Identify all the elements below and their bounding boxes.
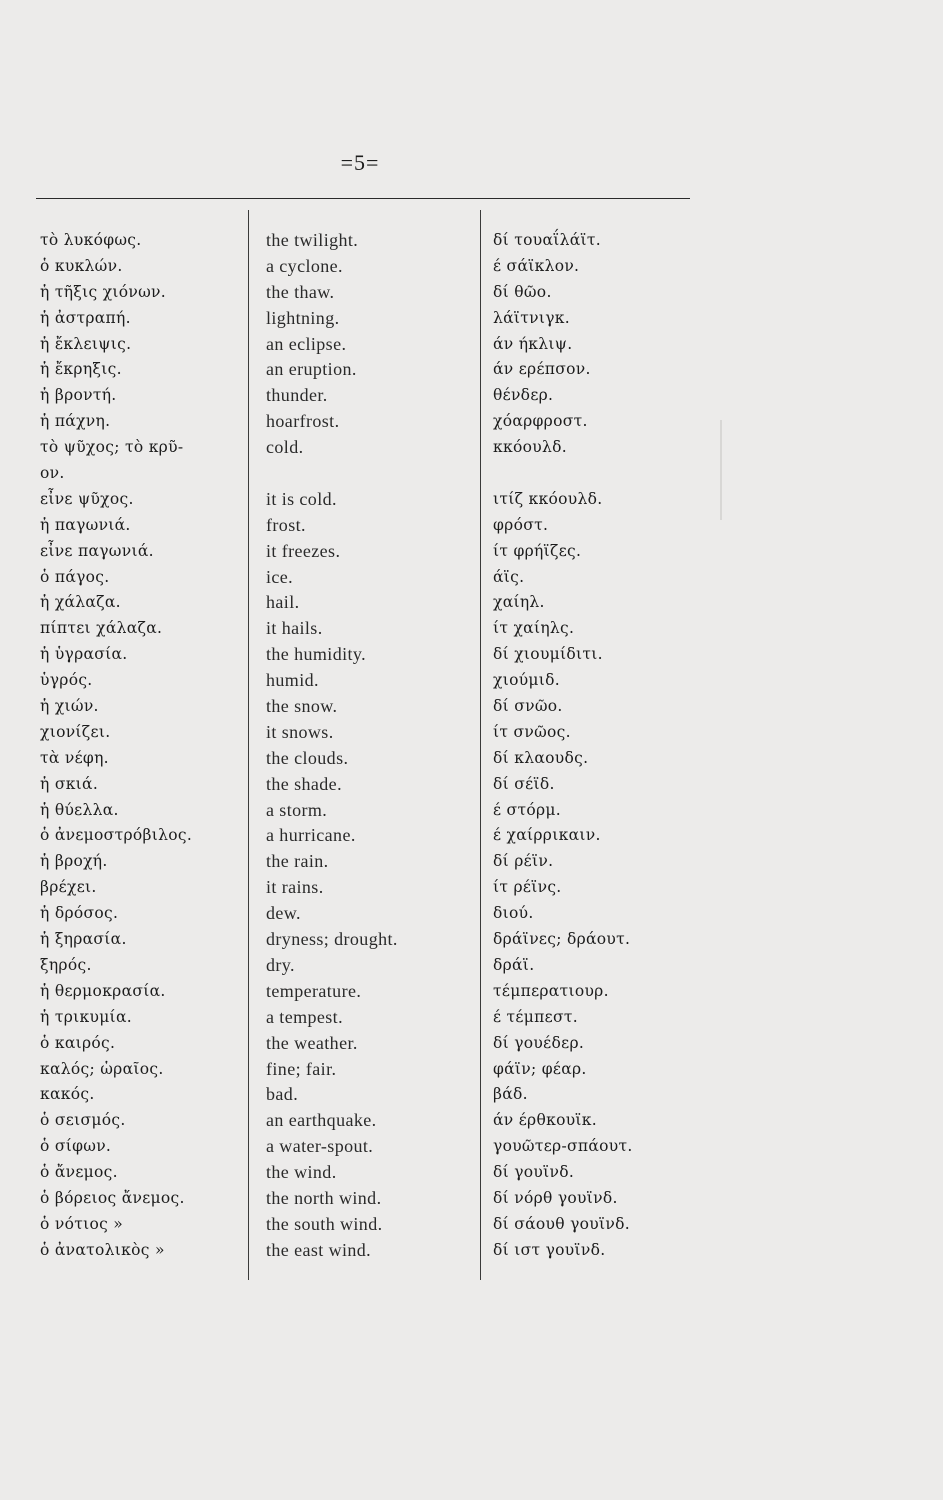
greek-term: ὁ ἀνατολικὸς » bbox=[40, 1240, 165, 1259]
pronunciation-term: άν έρθκουϊκ. bbox=[493, 1111, 598, 1130]
english-term: it snows. bbox=[266, 721, 334, 742]
pronunciation-term: έ σάϊκλον. bbox=[493, 256, 580, 275]
pronunciation-term bbox=[493, 461, 633, 487]
pronunciation-term: δί χιουμίδιτι. bbox=[493, 645, 603, 664]
greek-term: ξηρός. bbox=[40, 955, 92, 974]
greek-term: ἡ ἔκρηξις. bbox=[40, 360, 122, 379]
english-term: the wind. bbox=[266, 1162, 337, 1183]
greek-term: ὁ ἄνεμος. bbox=[40, 1163, 118, 1182]
pronunciation-term: κκόουλδ. bbox=[493, 438, 567, 457]
pronunciation-term: ίτ φρήϊζες. bbox=[493, 541, 582, 560]
english-term: the humidity. bbox=[266, 644, 367, 665]
greek-term: ἡ βροντή. bbox=[40, 386, 117, 405]
greek-term: ἡ θερμοκρασία. bbox=[40, 981, 166, 1000]
english-term: the twilight. bbox=[266, 230, 359, 250]
greek-term: ὁ πάγος. bbox=[40, 567, 110, 586]
pronunciation-term: ιτίζ κκόουλδ. bbox=[493, 489, 603, 508]
greek-term: τὸ λυκόφως. bbox=[40, 231, 142, 249]
pronunciation-term: άν ερέπσον. bbox=[493, 360, 591, 379]
english-term: a storm. bbox=[266, 799, 328, 820]
greek-term: ἡ θύελλα. bbox=[40, 800, 119, 819]
pronunciation-term: τέμπερατιουρ. bbox=[493, 981, 609, 1000]
page-margin-mark bbox=[720, 420, 722, 520]
greek-term: ὑγρός. bbox=[40, 671, 93, 690]
english-term: the south wind. bbox=[266, 1213, 383, 1234]
pronunciation-term: φρόστ. bbox=[493, 515, 549, 534]
pronunciation-term: βάδ. bbox=[493, 1085, 528, 1104]
greek-term: εἶνε παγωνιά. bbox=[40, 541, 154, 560]
greek-term: ον. bbox=[40, 464, 65, 483]
english-term: hail. bbox=[266, 592, 300, 613]
greek-term: ἡ πάχνη. bbox=[40, 412, 111, 431]
greek-term: ἡ παγωνιά. bbox=[40, 515, 131, 534]
english-term: the thaw. bbox=[266, 281, 335, 302]
pronunciation-term: ίτ σνῶος. bbox=[493, 722, 571, 741]
greek-term: ἡ ἔκλειψις. bbox=[40, 334, 132, 353]
greek-term: ὁ σεισμός. bbox=[40, 1111, 126, 1130]
greek-term: πίπτει χάλαζα. bbox=[40, 619, 163, 638]
header-rule bbox=[36, 198, 690, 199]
english-term: dryness; drought. bbox=[266, 929, 398, 950]
pronunciation-term: δί κλαουδς. bbox=[493, 748, 589, 767]
english-term: the rain. bbox=[266, 851, 329, 872]
column-divider-2 bbox=[480, 210, 481, 1280]
greek-term: ἡ χιών. bbox=[40, 697, 99, 716]
greek-term: καλός; ὡραῖος. bbox=[40, 1059, 164, 1078]
english-term: an earthquake. bbox=[266, 1110, 377, 1131]
pronunciation-term: δί νόρθ γουϊνδ. bbox=[493, 1188, 618, 1207]
greek-term: ὁ ἀνεμοστρόβιλος. bbox=[40, 826, 193, 845]
pronunciation-term: δί ιστ γουϊνδ. bbox=[493, 1240, 606, 1259]
greek-term: ἡ τρικυμία. bbox=[40, 1007, 132, 1026]
pronunciation-column bbox=[493, 228, 633, 1264]
greek-term: ἡ χάλαζα. bbox=[40, 593, 121, 612]
greek-term: ἡ ἀστραπή. bbox=[40, 308, 131, 327]
greek-term: ὁ κυκλών. bbox=[40, 256, 123, 275]
english-term: it freezes. bbox=[266, 540, 341, 561]
pronunciation-term: φάϊν; φέαρ. bbox=[493, 1059, 587, 1078]
pronunciation-term: δί σνῶο. bbox=[493, 697, 563, 716]
english-term: bad. bbox=[266, 1084, 299, 1105]
greek-term: ἡ ξηρασία. bbox=[40, 930, 127, 949]
greek-term: ἡ σκιά. bbox=[40, 774, 99, 793]
english-term: it rains. bbox=[266, 877, 324, 898]
greek-term: χιονίζει. bbox=[40, 722, 111, 741]
english-term: an eruption. bbox=[266, 359, 357, 380]
english-term: the snow. bbox=[266, 696, 338, 717]
pronunciation-term: άν ήκλιψ. bbox=[493, 334, 573, 353]
english-term: cold. bbox=[266, 437, 304, 458]
english-term: it is cold. bbox=[266, 488, 337, 509]
pronunciation-term: θένδερ. bbox=[493, 386, 554, 405]
english-term: humid. bbox=[266, 670, 319, 691]
english-term: ice. bbox=[266, 566, 294, 587]
english-term: lightning. bbox=[266, 307, 340, 328]
pronunciation-term: δί σέϊδ. bbox=[493, 774, 555, 793]
english-term: the clouds. bbox=[266, 747, 349, 768]
greek-term: ἡ τῆξις χιόνων. bbox=[40, 282, 167, 301]
pronunciation-term: δί γουϊνδ. bbox=[493, 1163, 575, 1182]
greek-term: τὸ ψῦχος; τὸ κρῦ- bbox=[40, 438, 184, 457]
pronunciation-term: λάϊτνιγκ. bbox=[493, 308, 571, 327]
english-term: hoarfrost. bbox=[266, 411, 340, 432]
english-term: dry. bbox=[266, 954, 295, 975]
english-term: the shade. bbox=[266, 773, 342, 794]
pronunciation-term: δράϊ. bbox=[493, 955, 535, 974]
greek-column bbox=[40, 228, 192, 1264]
pronunciation-term: χαίηλ. bbox=[493, 593, 545, 612]
pronunciation-term: έ τέμπεστ. bbox=[493, 1007, 578, 1026]
pronunciation-term: έ χαίρρικαιν. bbox=[493, 826, 601, 845]
greek-term: ἡ δρόσος. bbox=[40, 904, 119, 923]
greek-term: ἡ ὑγρασία. bbox=[40, 645, 128, 664]
english-term: a hurricane. bbox=[266, 825, 356, 846]
greek-term: ἡ βροχή. bbox=[40, 852, 108, 871]
page-number: =5= bbox=[340, 150, 380, 175]
greek-term: ὁ νότιος » bbox=[40, 1214, 124, 1233]
english-column bbox=[266, 228, 398, 1264]
greek-term: ὁ καιρός. bbox=[40, 1033, 116, 1052]
pronunciation-term: χόαρφροστ. bbox=[493, 412, 588, 431]
greek-term: βρέχει. bbox=[40, 878, 97, 897]
greek-term: τὰ νέφη. bbox=[40, 748, 109, 767]
pronunciation-term: διού. bbox=[493, 904, 534, 923]
english-term: a cyclone. bbox=[266, 255, 343, 276]
english-term: temperature. bbox=[266, 980, 362, 1001]
english-term: the east wind. bbox=[266, 1239, 372, 1260]
pronunciation-term: ίτ ρέϊνς. bbox=[493, 878, 562, 897]
pronunciation-term: δί τουαΐλάϊτ. bbox=[493, 231, 601, 249]
english-term bbox=[266, 461, 398, 487]
pronunciation-term: δράϊνες; δράουτ. bbox=[493, 930, 631, 949]
pronunciation-term: ίτ χαίηλς. bbox=[493, 619, 575, 638]
english-term: frost. bbox=[266, 514, 306, 535]
english-term: fine; fair. bbox=[266, 1058, 337, 1079]
pronunciation-term: χιούμιδ. bbox=[493, 671, 561, 690]
english-term: a tempest. bbox=[266, 1006, 343, 1027]
pronunciation-term: άϊς. bbox=[493, 567, 525, 586]
greek-term: ὁ βόρειος ἄνεμος. bbox=[40, 1188, 185, 1207]
column-divider-1 bbox=[248, 210, 249, 1280]
english-term: it hails. bbox=[266, 618, 323, 639]
greek-term: εἶνε ψῦχος. bbox=[40, 489, 134, 508]
english-term: dew. bbox=[266, 903, 301, 924]
english-term: an eclipse. bbox=[266, 333, 347, 354]
pronunciation-term: γουῶτερ-σπάουτ. bbox=[493, 1137, 633, 1156]
english-term: the north wind. bbox=[266, 1187, 382, 1208]
english-term: a water-spout. bbox=[266, 1136, 374, 1157]
english-term: thunder. bbox=[266, 385, 328, 406]
english-term: the weather. bbox=[266, 1032, 358, 1053]
pronunciation-term: δί ρέϊν. bbox=[493, 852, 554, 871]
pronunciation-term: έ στόρμ. bbox=[493, 800, 561, 819]
pronunciation-term: δί σάουθ γουϊνδ. bbox=[493, 1214, 630, 1233]
pronunciation-term: δί γουέδερ. bbox=[493, 1033, 585, 1052]
greek-term: κακός. bbox=[40, 1085, 95, 1104]
pronunciation-term: δί θῶο. bbox=[493, 282, 552, 301]
greek-term: ὁ σίφων. bbox=[40, 1137, 112, 1156]
